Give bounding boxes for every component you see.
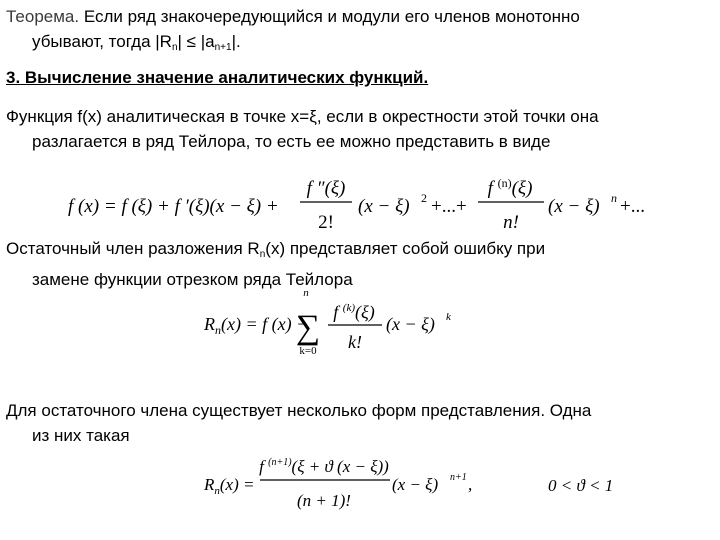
taylor-term-2: (x − ξ) [358,196,410,217]
svg-text:(x − ξ): (x − ξ) [386,314,435,334]
theorem-paragraph [6,4,714,60]
taylor-lhs: f (x) = f (ξ) + f ′(ξ)(x − ξ) + [68,196,279,217]
svg-text:(n + 1)!: (n + 1)! [297,491,351,510]
taylor-series-formula [60,174,645,236]
svg-text:n: n [611,191,617,205]
remainder-formula [198,280,458,360]
remainder-forms-paragraph: Для остаточного члена существует несколько форм представления. Одна из них такая [6,401,592,445]
svg-text:k!: k! [348,332,362,352]
theorem-line-2: убывают, тогда $|R_n| \le |a_{n+1}|$. [32,32,241,53]
taylor-num-1: f ″(ξ) [306,178,346,199]
taylor-dots-2: +... [620,196,645,217]
remainder-definition-paragraph: Остаточный член разложения $R_n(x)$ представляет собой ошибку при замене функции отрезком ряда Тейлора [6,239,546,289]
svg-text:Rn(x) =: $R_n(x)$ = [204,475,255,497]
theta-condition: 0 < ϑ < 1 [548,476,614,495]
svg-text:n: n [303,287,309,299]
svg-text:f (n+1)(ξ + ϑ (x − ξ)): f $^{(n+1)}$(ξ + ϑ (x − ξ)) [259,457,389,476]
svg-text:(x − ξ): (x − ξ) [392,475,439,494]
taylor-den-1: 2! [318,212,334,233]
svg-text:f (n)(ξ): f $^{(n)}$(ξ) [487,176,533,199]
taylor-term-n: (x − ξ) [548,196,600,217]
svg-text:k=0: k=0 [299,345,317,357]
sum-sign: ∑ [295,309,321,346]
taylor-dots-1: +...+ [431,196,467,217]
svg-text:2: 2 [421,191,427,205]
lagrange-remainder-formula [198,446,508,518]
theorem-lead: Теорема. [6,7,80,26]
svg-text:f (k)(ξ): f $^{(k)}$(ξ) [333,302,375,322]
section-heading: 3. Вычисление значение аналитических функций. [6,68,429,87]
analytic-definition-paragraph: Функция f(x) аналитическая в точке x=ξ, если в окрестности этой точки она разлагается в ряд Тейлора, то есть ее можно представить в виде [6,107,599,151]
svg-text:n+1: n+1 [450,472,467,483]
svg-text:,: , [468,475,473,494]
svg-text:k: k [446,311,451,323]
svg-text:Rn(x) = f (x) −: $R_n(x) = f$ (x) − [204,314,309,337]
taylor-den-2: n! [503,212,519,233]
theorem-line-1: Теорема. Если ряд знакочередующийся и модули его членов монотонно [6,7,580,26]
